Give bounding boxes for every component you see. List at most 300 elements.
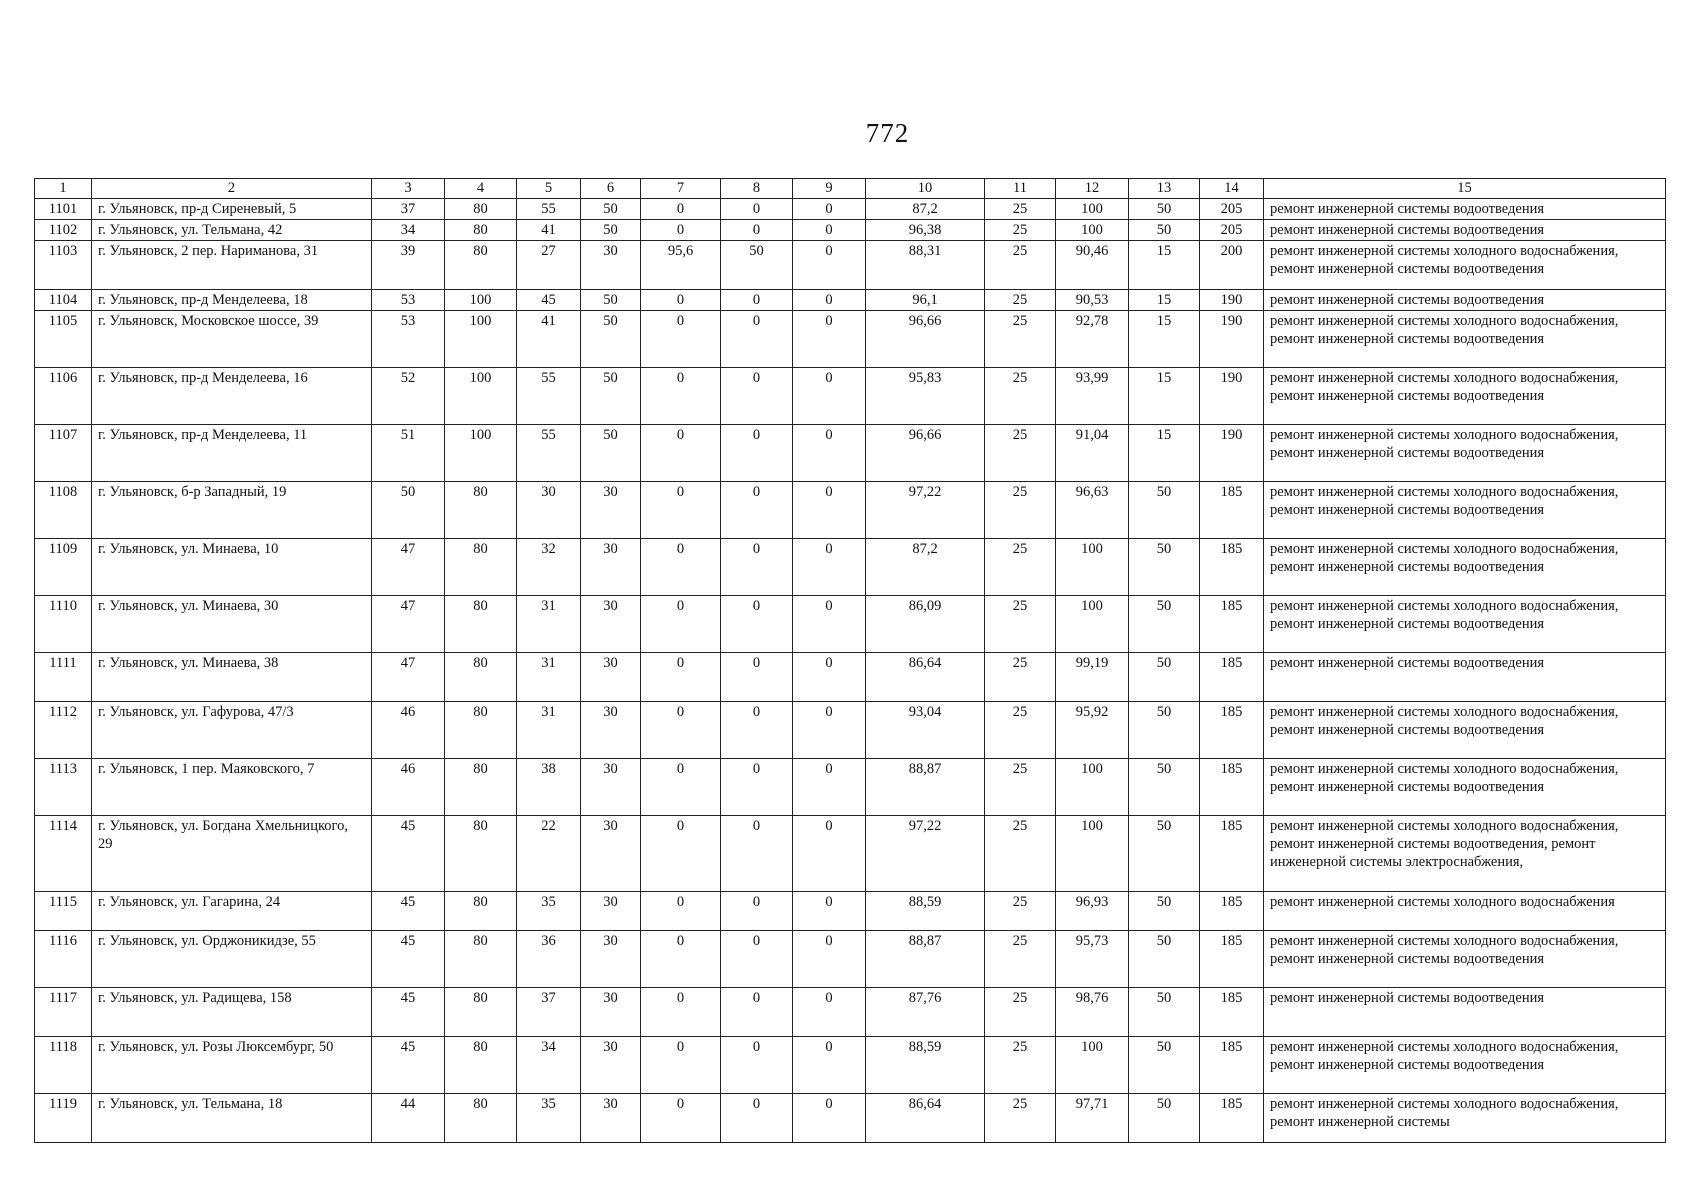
cell-col-9: 0 (793, 241, 866, 290)
cell-row-number: 1103 (35, 241, 92, 290)
cell-col-9: 0 (793, 368, 866, 425)
cell-col-7: 0 (641, 702, 721, 759)
table-row (35, 816, 1666, 892)
cell-address: г. Ульяновск, 1 пер. Маяковского, 7 (92, 759, 372, 816)
column-header-11: 11 (985, 179, 1056, 199)
cell-col-4: 80 (445, 220, 517, 241)
cell-col-10: 88,59 (866, 892, 985, 931)
table-row (35, 220, 1666, 241)
cell-col-4: 80 (445, 482, 517, 539)
cell-col-10: 88,87 (866, 759, 985, 816)
cell-col-4: 80 (445, 539, 517, 596)
cell-col-7: 0 (641, 290, 721, 311)
cell-col-7: 0 (641, 816, 721, 892)
cell-col-3: 51 (372, 425, 445, 482)
cell-col-14: 205 (1200, 220, 1264, 241)
cell-col-7: 95,6 (641, 241, 721, 290)
table-row (35, 892, 1666, 931)
cell-col-8: 0 (721, 702, 793, 759)
cell-col-9: 0 (793, 653, 866, 702)
table-row (35, 988, 1666, 1037)
column-header-8: 8 (721, 179, 793, 199)
cell-col-3: 47 (372, 653, 445, 702)
cell-col-10: 97,22 (866, 816, 985, 892)
column-header-4: 4 (445, 179, 517, 199)
cell-col-12: 100 (1056, 759, 1129, 816)
cell-col-13: 50 (1129, 988, 1200, 1037)
cell-col-9: 0 (793, 290, 866, 311)
cell-work-description: ремонт инженерной системы холодного водоснабжения, ремонт инженерной системы (1264, 1094, 1666, 1143)
cell-col-5: 38 (517, 759, 581, 816)
cell-col-8: 0 (721, 1037, 793, 1094)
table-row (35, 596, 1666, 653)
cell-address: г. Ульяновск, ул. Минаева, 30 (92, 596, 372, 653)
cell-col-11: 25 (985, 1094, 1056, 1143)
cell-col-13: 50 (1129, 220, 1200, 241)
cell-col-12: 92,78 (1056, 311, 1129, 368)
cell-address: г. Ульяновск, ул. Минаева, 38 (92, 653, 372, 702)
cell-work-description: ремонт инженерной системы холодного водоснабжения, ремонт инженерной системы водоотведения (1264, 482, 1666, 539)
cell-address: г. Ульяновск, ул. Гафурова, 47/3 (92, 702, 372, 759)
cell-col-5: 55 (517, 425, 581, 482)
cell-address: г. Ульяновск, ул. Розы Люксембург, 50 (92, 1037, 372, 1094)
cell-col-10: 86,09 (866, 596, 985, 653)
cell-col-12: 95,92 (1056, 702, 1129, 759)
cell-col-6: 30 (581, 596, 641, 653)
cell-col-8: 0 (721, 931, 793, 988)
cell-col-5: 55 (517, 199, 581, 220)
cell-col-3: 47 (372, 596, 445, 653)
cell-col-6: 50 (581, 425, 641, 482)
cell-col-4: 80 (445, 816, 517, 892)
cell-col-4: 80 (445, 1037, 517, 1094)
cell-col-13: 50 (1129, 759, 1200, 816)
cell-col-10: 86,64 (866, 653, 985, 702)
cell-col-5: 45 (517, 290, 581, 311)
cell-row-number: 1115 (35, 892, 92, 931)
cell-col-5: 35 (517, 892, 581, 931)
table-body (35, 199, 1666, 1143)
cell-col-3: 39 (372, 241, 445, 290)
cell-col-9: 0 (793, 311, 866, 368)
cell-col-6: 30 (581, 653, 641, 702)
cell-col-3: 50 (372, 482, 445, 539)
cell-work-description: ремонт инженерной системы водоотведения (1264, 653, 1666, 702)
table-row (35, 931, 1666, 988)
header-row (35, 179, 1666, 199)
cell-col-7: 0 (641, 596, 721, 653)
cell-col-5: 31 (517, 596, 581, 653)
cell-col-7: 0 (641, 482, 721, 539)
cell-col-12: 98,76 (1056, 988, 1129, 1037)
cell-col-6: 30 (581, 931, 641, 988)
cell-col-8: 0 (721, 311, 793, 368)
table-row (35, 1094, 1666, 1143)
cell-col-3: 46 (372, 702, 445, 759)
cell-col-10: 95,83 (866, 368, 985, 425)
column-header-13: 13 (1129, 179, 1200, 199)
cell-col-6: 30 (581, 1037, 641, 1094)
cell-col-6: 30 (581, 539, 641, 596)
cell-col-5: 55 (517, 368, 581, 425)
cell-col-10: 97,22 (866, 482, 985, 539)
cell-work-description: ремонт инженерной системы холодного водоснабжения, ремонт инженерной системы водоотведения (1264, 539, 1666, 596)
cell-col-12: 90,46 (1056, 241, 1129, 290)
cell-col-3: 34 (372, 220, 445, 241)
cell-work-description: ремонт инженерной системы холодного водоснабжения, ремонт инженерной системы водоотведения (1264, 759, 1666, 816)
cell-col-8: 0 (721, 892, 793, 931)
table-row (35, 482, 1666, 539)
cell-col-4: 100 (445, 311, 517, 368)
cell-col-12: 100 (1056, 596, 1129, 653)
cell-col-4: 80 (445, 199, 517, 220)
cell-col-7: 0 (641, 220, 721, 241)
cell-col-14: 185 (1200, 988, 1264, 1037)
cell-row-number: 1111 (35, 653, 92, 702)
cell-col-4: 100 (445, 368, 517, 425)
cell-col-7: 0 (641, 1037, 721, 1094)
cell-col-10: 88,87 (866, 931, 985, 988)
cell-col-8: 0 (721, 290, 793, 311)
cell-col-11: 25 (985, 702, 1056, 759)
cell-work-description: ремонт инженерной системы холодного водоснабжения, ремонт инженерной системы водоотведения (1264, 596, 1666, 653)
cell-col-14: 205 (1200, 199, 1264, 220)
cell-col-13: 50 (1129, 816, 1200, 892)
cell-col-6: 30 (581, 1094, 641, 1143)
cell-col-3: 47 (372, 539, 445, 596)
cell-col-7: 0 (641, 892, 721, 931)
cell-col-4: 100 (445, 290, 517, 311)
cell-col-8: 0 (721, 539, 793, 596)
cell-col-12: 99,19 (1056, 653, 1129, 702)
table-row (35, 311, 1666, 368)
cell-col-12: 95,73 (1056, 931, 1129, 988)
cell-col-13: 50 (1129, 931, 1200, 988)
cell-row-number: 1101 (35, 199, 92, 220)
cell-col-8: 0 (721, 816, 793, 892)
cell-col-10: 93,04 (866, 702, 985, 759)
table-header (35, 179, 1666, 199)
cell-col-7: 0 (641, 931, 721, 988)
cell-col-7: 0 (641, 539, 721, 596)
cell-col-13: 15 (1129, 425, 1200, 482)
cell-col-14: 185 (1200, 816, 1264, 892)
cell-col-14: 185 (1200, 539, 1264, 596)
cell-col-14: 190 (1200, 425, 1264, 482)
cell-col-11: 25 (985, 368, 1056, 425)
cell-col-10: 96,66 (866, 425, 985, 482)
table-row (35, 425, 1666, 482)
cell-col-3: 52 (372, 368, 445, 425)
table-row (35, 759, 1666, 816)
cell-col-14: 200 (1200, 241, 1264, 290)
cell-address: г. Ульяновск, ул. Орджоникидзе, 55 (92, 931, 372, 988)
cell-work-description: ремонт инженерной системы холодного водоснабжения, ремонт инженерной системы водоотведения (1264, 241, 1666, 290)
cell-col-3: 45 (372, 816, 445, 892)
cell-col-13: 50 (1129, 596, 1200, 653)
cell-col-13: 50 (1129, 702, 1200, 759)
housing-repair-table (34, 178, 1666, 1143)
cell-col-7: 0 (641, 988, 721, 1037)
cell-col-14: 185 (1200, 759, 1264, 816)
table-row (35, 653, 1666, 702)
cell-col-3: 45 (372, 931, 445, 988)
cell-col-13: 50 (1129, 653, 1200, 702)
cell-row-number: 1105 (35, 311, 92, 368)
cell-col-3: 46 (372, 759, 445, 816)
cell-address: г. Ульяновск, ул. Радищева, 158 (92, 988, 372, 1037)
column-header-15: 15 (1264, 179, 1666, 199)
cell-col-14: 185 (1200, 1037, 1264, 1094)
cell-col-9: 0 (793, 816, 866, 892)
cell-col-10: 86,64 (866, 1094, 985, 1143)
cell-col-11: 25 (985, 539, 1056, 596)
table-row (35, 199, 1666, 220)
cell-col-12: 97,71 (1056, 1094, 1129, 1143)
cell-col-5: 41 (517, 220, 581, 241)
page-number: 772 (865, 118, 910, 148)
cell-col-5: 35 (517, 1094, 581, 1143)
cell-col-13: 50 (1129, 539, 1200, 596)
cell-address: г. Ульяновск, ул. Тельмана, 18 (92, 1094, 372, 1143)
cell-col-14: 185 (1200, 1094, 1264, 1143)
cell-col-3: 45 (372, 1037, 445, 1094)
cell-work-description: ремонт инженерной системы водоотведения (1264, 220, 1666, 241)
cell-work-description: ремонт инженерной системы холодного водоснабжения, ремонт инженерной системы водоотведения (1264, 425, 1666, 482)
cell-row-number: 1108 (35, 482, 92, 539)
column-header-10: 10 (866, 179, 985, 199)
cell-row-number: 1113 (35, 759, 92, 816)
cell-col-11: 25 (985, 220, 1056, 241)
cell-col-8: 0 (721, 368, 793, 425)
cell-col-9: 0 (793, 220, 866, 241)
cell-row-number: 1117 (35, 988, 92, 1037)
cell-col-13: 15 (1129, 241, 1200, 290)
cell-col-12: 100 (1056, 816, 1129, 892)
cell-col-12: 100 (1056, 199, 1129, 220)
cell-col-3: 37 (372, 199, 445, 220)
cell-col-12: 100 (1056, 220, 1129, 241)
cell-col-3: 53 (372, 311, 445, 368)
cell-col-12: 100 (1056, 539, 1129, 596)
cell-col-4: 80 (445, 241, 517, 290)
cell-col-11: 25 (985, 199, 1056, 220)
cell-col-6: 50 (581, 220, 641, 241)
cell-col-6: 30 (581, 759, 641, 816)
cell-col-8: 0 (721, 425, 793, 482)
cell-col-9: 0 (793, 425, 866, 482)
cell-col-5: 30 (517, 482, 581, 539)
table-row (35, 539, 1666, 596)
cell-address: г. Ульяновск, пр-д Менделеева, 18 (92, 290, 372, 311)
cell-col-11: 25 (985, 816, 1056, 892)
cell-address: г. Ульяновск, пр-д Менделеева, 11 (92, 425, 372, 482)
cell-col-10: 88,31 (866, 241, 985, 290)
cell-col-8: 50 (721, 241, 793, 290)
cell-col-8: 0 (721, 1094, 793, 1143)
cell-col-13: 15 (1129, 368, 1200, 425)
cell-col-10: 96,38 (866, 220, 985, 241)
cell-col-14: 190 (1200, 368, 1264, 425)
cell-col-4: 80 (445, 988, 517, 1037)
cell-row-number: 1112 (35, 702, 92, 759)
cell-col-10: 87,76 (866, 988, 985, 1037)
cell-work-description: ремонт инженерной системы холодного водоснабжения, ремонт инженерной системы водоотведения (1264, 931, 1666, 988)
cell-col-4: 80 (445, 653, 517, 702)
cell-row-number: 1102 (35, 220, 92, 241)
cell-address: г. Ульяновск, ул. Тельмана, 42 (92, 220, 372, 241)
cell-work-description: ремонт инженерной системы холодного водоснабжения, ремонт инженерной системы водоотведения (1264, 702, 1666, 759)
cell-col-13: 50 (1129, 892, 1200, 931)
column-header-6: 6 (581, 179, 641, 199)
cell-col-11: 25 (985, 759, 1056, 816)
cell-work-description: ремонт инженерной системы холодного водоснабжения, ремонт инженерной системы водоотведения, ремонт инженерной системы электроснабжения, (1264, 816, 1666, 892)
cell-work-description: ремонт инженерной системы водоотведения (1264, 290, 1666, 311)
cell-col-6: 30 (581, 988, 641, 1037)
cell-col-9: 0 (793, 702, 866, 759)
table-row (35, 368, 1666, 425)
cell-work-description: ремонт инженерной системы водоотведения (1264, 988, 1666, 1037)
cell-col-7: 0 (641, 653, 721, 702)
cell-row-number: 1118 (35, 1037, 92, 1094)
cell-col-3: 45 (372, 988, 445, 1037)
cell-col-5: 31 (517, 702, 581, 759)
cell-col-11: 25 (985, 311, 1056, 368)
cell-col-12: 96,93 (1056, 892, 1129, 931)
cell-col-11: 25 (985, 482, 1056, 539)
cell-col-6: 50 (581, 368, 641, 425)
cell-work-description: ремонт инженерной системы холодного водоснабжения, ремонт инженерной системы водоотведения (1264, 368, 1666, 425)
cell-col-9: 0 (793, 759, 866, 816)
cell-col-14: 185 (1200, 482, 1264, 539)
cell-col-6: 50 (581, 290, 641, 311)
column-header-2: 2 (92, 179, 372, 199)
cell-col-12: 91,04 (1056, 425, 1129, 482)
column-header-5: 5 (517, 179, 581, 199)
cell-col-13: 50 (1129, 199, 1200, 220)
column-header-14: 14 (1200, 179, 1264, 199)
cell-col-13: 50 (1129, 482, 1200, 539)
cell-col-12: 93,99 (1056, 368, 1129, 425)
cell-col-13: 15 (1129, 290, 1200, 311)
cell-col-12: 100 (1056, 1037, 1129, 1094)
column-header-7: 7 (641, 179, 721, 199)
cell-col-9: 0 (793, 1037, 866, 1094)
cell-address: г. Ульяновск, ул. Минаева, 10 (92, 539, 372, 596)
cell-row-number: 1106 (35, 368, 92, 425)
cell-address: г. Ульяновск, ул. Гагарина, 24 (92, 892, 372, 931)
cell-col-3: 45 (372, 892, 445, 931)
cell-col-8: 0 (721, 759, 793, 816)
cell-col-4: 80 (445, 702, 517, 759)
cell-col-14: 190 (1200, 311, 1264, 368)
column-header-1: 1 (35, 179, 92, 199)
cell-address: г. Ульяновск, ул. Богдана Хмельницкого, 29 (92, 816, 372, 892)
cell-col-14: 185 (1200, 702, 1264, 759)
cell-col-7: 0 (641, 759, 721, 816)
cell-address: г. Ульяновск, Московское шоссе, 39 (92, 311, 372, 368)
cell-col-4: 80 (445, 931, 517, 988)
cell-col-11: 25 (985, 892, 1056, 931)
cell-address: г. Ульяновск, пр-д Менделеева, 16 (92, 368, 372, 425)
cell-col-7: 0 (641, 199, 721, 220)
cell-address: г. Ульяновск, пр-д Сиреневый, 5 (92, 199, 372, 220)
cell-col-9: 0 (793, 199, 866, 220)
cell-address: г. Ульяновск, б-р Западный, 19 (92, 482, 372, 539)
cell-col-13: 50 (1129, 1094, 1200, 1143)
cell-col-8: 0 (721, 653, 793, 702)
column-header-9: 9 (793, 179, 866, 199)
cell-col-10: 87,2 (866, 539, 985, 596)
cell-row-number: 1107 (35, 425, 92, 482)
table-row (35, 290, 1666, 311)
cell-col-9: 0 (793, 892, 866, 931)
cell-col-6: 30 (581, 816, 641, 892)
cell-col-14: 185 (1200, 653, 1264, 702)
cell-col-8: 0 (721, 199, 793, 220)
table-row (35, 1037, 1666, 1094)
cell-col-6: 50 (581, 199, 641, 220)
cell-col-14: 190 (1200, 290, 1264, 311)
cell-col-7: 0 (641, 311, 721, 368)
cell-col-5: 34 (517, 1037, 581, 1094)
cell-col-7: 0 (641, 425, 721, 482)
cell-col-5: 22 (517, 816, 581, 892)
table-row (35, 241, 1666, 290)
cell-col-10: 88,59 (866, 1037, 985, 1094)
cell-col-10: 96,1 (866, 290, 985, 311)
cell-col-11: 25 (985, 988, 1056, 1037)
cell-col-11: 25 (985, 653, 1056, 702)
cell-col-8: 0 (721, 482, 793, 539)
cell-row-number: 1116 (35, 931, 92, 988)
cell-col-5: 31 (517, 653, 581, 702)
cell-col-4: 80 (445, 759, 517, 816)
cell-col-9: 0 (793, 482, 866, 539)
cell-work-description: ремонт инженерной системы холодного водоснабжения (1264, 892, 1666, 931)
cell-col-11: 25 (985, 596, 1056, 653)
cell-work-description: ремонт инженерной системы холодного водоснабжения, ремонт инженерной системы водоотведения (1264, 1037, 1666, 1094)
cell-col-7: 0 (641, 368, 721, 425)
cell-work-description: ремонт инженерной системы водоотведения (1264, 199, 1666, 220)
cell-col-11: 25 (985, 1037, 1056, 1094)
cell-col-5: 37 (517, 988, 581, 1037)
cell-col-6: 50 (581, 311, 641, 368)
cell-row-number: 1109 (35, 539, 92, 596)
cell-col-10: 96,66 (866, 311, 985, 368)
cell-col-6: 30 (581, 702, 641, 759)
cell-col-9: 0 (793, 596, 866, 653)
cell-col-4: 80 (445, 596, 517, 653)
cell-col-11: 25 (985, 425, 1056, 482)
cell-col-12: 96,63 (1056, 482, 1129, 539)
cell-row-number: 1119 (35, 1094, 92, 1143)
cell-col-11: 25 (985, 931, 1056, 988)
cell-col-12: 90,53 (1056, 290, 1129, 311)
cell-col-11: 25 (985, 290, 1056, 311)
cell-col-10: 87,2 (866, 199, 985, 220)
cell-col-5: 27 (517, 241, 581, 290)
column-header-3: 3 (372, 179, 445, 199)
column-header-12: 12 (1056, 179, 1129, 199)
cell-col-5: 32 (517, 539, 581, 596)
cell-col-8: 0 (721, 596, 793, 653)
cell-row-number: 1114 (35, 816, 92, 892)
cell-work-description: ремонт инженерной системы холодного водоснабжения, ремонт инженерной системы водоотведения (1264, 311, 1666, 368)
cell-col-5: 41 (517, 311, 581, 368)
cell-row-number: 1110 (35, 596, 92, 653)
cell-col-8: 0 (721, 988, 793, 1037)
